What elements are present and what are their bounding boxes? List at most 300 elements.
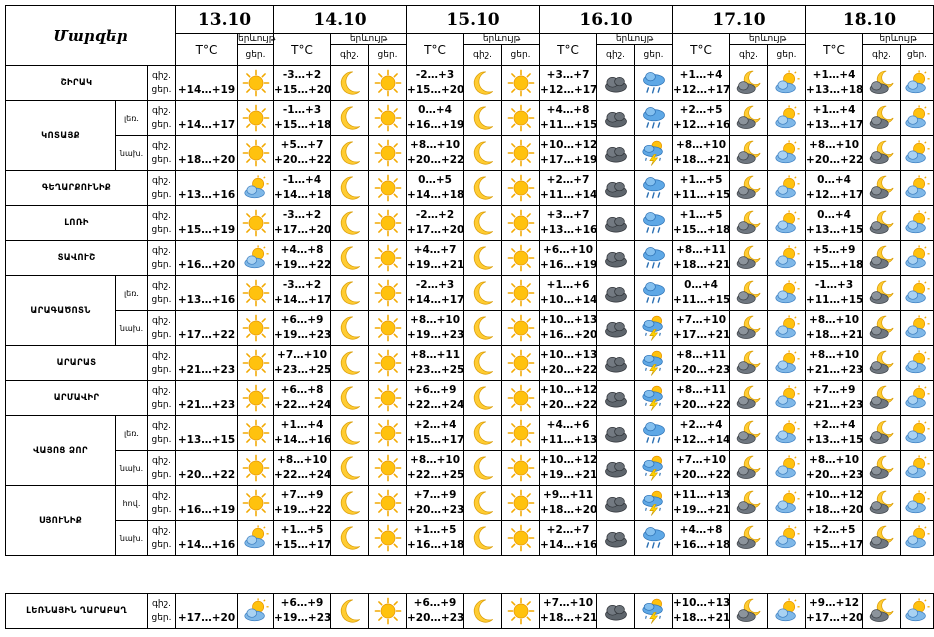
date-header: 17.10 bbox=[673, 6, 806, 34]
weather-cell bbox=[863, 594, 901, 629]
cloud-icon bbox=[602, 327, 630, 346]
sun-cloud-icon bbox=[903, 467, 931, 486]
weather-cell bbox=[464, 381, 502, 416]
temp-cell bbox=[176, 101, 238, 136]
weather-cell bbox=[502, 381, 540, 416]
moon-cloud-icon bbox=[868, 257, 896, 276]
moon-cloud-icon bbox=[735, 187, 763, 206]
sun-cloud-icon bbox=[903, 222, 931, 241]
moon-cloud-icon bbox=[868, 432, 896, 451]
temp-cell bbox=[673, 66, 730, 101]
weather-cell bbox=[768, 521, 806, 556]
moon-icon bbox=[336, 292, 364, 311]
day-header: ցեր. bbox=[768, 45, 806, 66]
night-temp: +7…+9 bbox=[280, 489, 324, 501]
table-row bbox=[6, 346, 934, 381]
sun-icon bbox=[242, 152, 270, 171]
weather-cell bbox=[502, 206, 540, 241]
weather-cell bbox=[502, 276, 540, 311]
cloud-icon bbox=[602, 362, 630, 381]
moon-icon bbox=[336, 610, 364, 629]
day-temp: +12…+17 bbox=[673, 84, 731, 96]
weather-cell bbox=[502, 101, 540, 136]
weather-cell bbox=[901, 101, 934, 136]
day-temp: +20…+22 bbox=[407, 154, 465, 166]
night-temp: +11…+13 bbox=[673, 489, 731, 501]
cloud-icon bbox=[602, 292, 630, 311]
weather-cell bbox=[464, 276, 502, 311]
weather-cell bbox=[331, 66, 369, 101]
night-temp: -1…+3 bbox=[282, 104, 322, 116]
night-temp: 0…+5 bbox=[418, 174, 452, 186]
cloud-icon bbox=[602, 610, 630, 629]
night-label: գիշ. bbox=[152, 106, 171, 116]
weather-cell bbox=[464, 171, 502, 206]
weather-cell bbox=[597, 381, 635, 416]
table-row bbox=[6, 171, 934, 206]
night-day-labels bbox=[148, 521, 176, 556]
weather-cell bbox=[369, 416, 407, 451]
weather-cell bbox=[464, 594, 502, 629]
moon-cloud-icon bbox=[735, 292, 763, 311]
night-header: գիշ. bbox=[863, 45, 901, 66]
sun-icon bbox=[242, 117, 270, 136]
weather-cell bbox=[597, 594, 635, 629]
moon-cloud-icon bbox=[868, 610, 896, 629]
sun-cloud-icon bbox=[773, 432, 801, 451]
night-temp: +8…+10 bbox=[410, 314, 461, 326]
weather-cell bbox=[901, 241, 934, 276]
sun-icon bbox=[507, 257, 535, 276]
region-name bbox=[6, 66, 148, 101]
subregion-name bbox=[116, 486, 148, 521]
moon-cloud-icon bbox=[735, 327, 763, 346]
region-name bbox=[6, 416, 116, 486]
night-day-labels bbox=[148, 171, 176, 206]
weather-cell bbox=[730, 486, 768, 521]
karabakh-table bbox=[5, 593, 934, 629]
sun-cloud-icon bbox=[903, 187, 931, 206]
night-temp: -2…+3 bbox=[415, 279, 455, 291]
weather-cell bbox=[901, 381, 934, 416]
weather-cell bbox=[768, 346, 806, 381]
temp-cell bbox=[407, 311, 464, 346]
night-temp: +5…+7 bbox=[280, 139, 324, 151]
sun-cloud-icon bbox=[773, 222, 801, 241]
temp-cell bbox=[806, 101, 863, 136]
night-temp: +4…+7 bbox=[413, 244, 457, 256]
night-temp: +6…+8 bbox=[280, 384, 324, 396]
sun-cloud-icon bbox=[773, 117, 801, 136]
day-temp: +18…+21 bbox=[673, 259, 731, 271]
night-label: գիշ. bbox=[152, 456, 171, 466]
night-temp: +10…+12 bbox=[540, 139, 598, 151]
region-name bbox=[6, 206, 148, 241]
day-temp: +13…+18 bbox=[806, 84, 864, 96]
night-temp: +1…+4 bbox=[679, 69, 723, 81]
sun-icon bbox=[507, 610, 535, 629]
weather-cell bbox=[635, 451, 673, 486]
weather-cell bbox=[369, 381, 407, 416]
weather-cell bbox=[635, 101, 673, 136]
day-temp: +19…+21 bbox=[540, 469, 598, 481]
moon-cloud-icon bbox=[735, 610, 763, 629]
rain-icon bbox=[640, 292, 668, 311]
day-temp: +21…+23 bbox=[806, 399, 864, 411]
weather-cell bbox=[863, 136, 901, 171]
night-label: գիշ. bbox=[152, 421, 171, 431]
temp-cell bbox=[806, 486, 863, 521]
table-row bbox=[6, 101, 934, 136]
weather-cell bbox=[901, 66, 934, 101]
cloud-icon bbox=[602, 397, 630, 416]
weather-cell bbox=[369, 594, 407, 629]
sun-icon bbox=[242, 222, 270, 241]
sun-cloud-icon bbox=[903, 397, 931, 416]
weather-cell bbox=[238, 451, 274, 486]
rain-icon bbox=[640, 187, 668, 206]
weather-cell bbox=[730, 311, 768, 346]
day-temp: +15…+18 bbox=[274, 119, 332, 131]
weather-header: երևույթ bbox=[464, 34, 540, 45]
moon-icon bbox=[336, 222, 364, 241]
night-temp: +1…+4 bbox=[812, 104, 856, 116]
night-day-labels bbox=[148, 101, 176, 136]
temp-cell bbox=[274, 206, 331, 241]
day-temp: +20…+22 bbox=[274, 154, 332, 166]
moon-cloud-icon bbox=[868, 362, 896, 381]
temp-cell bbox=[176, 416, 238, 451]
night-temp: +4…+8 bbox=[679, 524, 723, 536]
night-temp: +7…+10 bbox=[542, 597, 593, 609]
weather-cell bbox=[730, 171, 768, 206]
weather-cell bbox=[901, 346, 934, 381]
weather-cell bbox=[597, 241, 635, 276]
moon-cloud-icon bbox=[868, 467, 896, 486]
moon-icon bbox=[469, 82, 497, 101]
day-label: ցեր. bbox=[151, 365, 172, 375]
day-header: ցեր. bbox=[238, 45, 274, 66]
subregion-label: նախ. bbox=[119, 463, 144, 473]
night-temp: +4…+8 bbox=[280, 244, 324, 256]
weather-cell bbox=[635, 594, 673, 629]
night-label: գիշ. bbox=[152, 491, 171, 501]
temp-header: T°C bbox=[407, 34, 464, 66]
subregion-label: լեռ. bbox=[124, 288, 139, 298]
weather-cell bbox=[331, 101, 369, 136]
day-label: ցեր. bbox=[151, 613, 172, 623]
weather-cell bbox=[464, 136, 502, 171]
day-temp: +16…+20 bbox=[177, 259, 236, 271]
day-label: ցեր. bbox=[151, 540, 172, 550]
weather-cell bbox=[730, 451, 768, 486]
temp-cell bbox=[274, 171, 331, 206]
table-row bbox=[6, 451, 934, 486]
date-header: 14.10 bbox=[274, 6, 407, 34]
temp-cell bbox=[806, 241, 863, 276]
night-label: գիշ. bbox=[152, 281, 171, 291]
weather-cell bbox=[369, 486, 407, 521]
day-temp: +20…+22 bbox=[673, 469, 731, 481]
temp-cell bbox=[540, 276, 597, 311]
moon-cloud-icon bbox=[735, 117, 763, 136]
weather-cell bbox=[331, 486, 369, 521]
night-temp: +2…+7 bbox=[546, 524, 590, 536]
day-temp: +14…+16 bbox=[540, 539, 598, 551]
night-temp: +6…+9 bbox=[413, 384, 457, 396]
temp-header: T°C bbox=[540, 34, 597, 66]
weather-cell bbox=[597, 346, 635, 381]
weather-cell bbox=[369, 136, 407, 171]
weather-cell bbox=[369, 276, 407, 311]
temp-cell bbox=[806, 521, 863, 556]
subregion-name bbox=[116, 416, 148, 451]
temp-cell bbox=[540, 171, 597, 206]
moon-icon bbox=[336, 397, 364, 416]
rain-icon bbox=[640, 117, 668, 136]
moon-cloud-icon bbox=[735, 82, 763, 101]
weather-cell bbox=[597, 416, 635, 451]
table-row bbox=[6, 276, 934, 311]
temp-cell bbox=[274, 311, 331, 346]
temp-cell bbox=[274, 66, 331, 101]
sun-icon bbox=[507, 327, 535, 346]
region-name bbox=[6, 241, 148, 276]
day-temp: +15…+17 bbox=[274, 539, 332, 551]
weather-cell bbox=[369, 66, 407, 101]
night-temp: +6…+9 bbox=[280, 597, 324, 609]
day-temp: +20…+22 bbox=[673, 399, 731, 411]
table-row bbox=[6, 241, 934, 276]
weather-cell bbox=[464, 66, 502, 101]
day-temp: +16…+19 bbox=[407, 119, 465, 131]
weather-cell bbox=[863, 346, 901, 381]
weather-cell bbox=[238, 66, 274, 101]
cloud-icon bbox=[602, 537, 630, 556]
temp-cell bbox=[176, 136, 238, 171]
temp-cell bbox=[673, 206, 730, 241]
weather-cell bbox=[901, 486, 934, 521]
temp-cell bbox=[673, 346, 730, 381]
night-temp: +4…+8 bbox=[546, 104, 590, 116]
night-temp: +1…+5 bbox=[413, 524, 457, 536]
moon-icon bbox=[469, 117, 497, 136]
sun-icon bbox=[507, 467, 535, 486]
day-temp: +17…+20 bbox=[274, 224, 332, 236]
temp-cell bbox=[407, 171, 464, 206]
day-temp: +18…+20 bbox=[177, 154, 236, 166]
weather-cell bbox=[331, 171, 369, 206]
temp-cell bbox=[673, 416, 730, 451]
day-header: ցեր. bbox=[901, 45, 934, 66]
sun-cloud-icon bbox=[903, 117, 931, 136]
day-temp: +23…+25 bbox=[274, 364, 332, 376]
weather-cell bbox=[238, 346, 274, 381]
night-label: գիշ. bbox=[152, 211, 171, 221]
day-temp: +18…+20 bbox=[806, 504, 864, 516]
sun-cloud-icon bbox=[773, 362, 801, 381]
night-day-labels bbox=[148, 486, 176, 521]
temp-cell bbox=[673, 451, 730, 486]
sun-icon bbox=[507, 432, 535, 451]
day-temp: +14…+17 bbox=[177, 119, 236, 131]
night-temp: -3…+2 bbox=[282, 69, 322, 81]
weather-cell bbox=[901, 206, 934, 241]
weather-cell bbox=[331, 381, 369, 416]
table-row bbox=[6, 381, 934, 416]
night-label: գիշ. bbox=[152, 316, 171, 326]
region-label: ԼԵՌՆԱՅԻՆ ՂԱՐԱԲԱՂ bbox=[26, 606, 127, 616]
sun-icon bbox=[242, 397, 270, 416]
weather-cell bbox=[730, 276, 768, 311]
weather-cell bbox=[863, 206, 901, 241]
weather-cell bbox=[597, 171, 635, 206]
night-temp: +1…+4 bbox=[812, 69, 856, 81]
region-label: ԱՐԱԳԱԾՈՏՆ bbox=[30, 305, 91, 316]
sun-icon bbox=[374, 187, 402, 206]
table-row bbox=[6, 136, 934, 171]
table-row bbox=[6, 416, 934, 451]
day-temp: +19…+22 bbox=[274, 259, 332, 271]
night-temp: +8…+10 bbox=[277, 454, 328, 466]
moon-cloud-icon bbox=[735, 537, 763, 556]
moon-cloud-icon bbox=[868, 152, 896, 171]
day-temp: +20…+22 bbox=[177, 469, 236, 481]
weather-cell bbox=[369, 241, 407, 276]
sun-cloud-icon bbox=[903, 362, 931, 381]
day-temp: +13…+17 bbox=[806, 119, 864, 131]
weather-cell bbox=[768, 241, 806, 276]
moon-cloud-icon bbox=[735, 502, 763, 521]
temp-cell bbox=[176, 594, 238, 629]
weather-cell bbox=[369, 521, 407, 556]
day-temp: +11…+15 bbox=[806, 294, 864, 306]
night-temp: +10…+12 bbox=[806, 489, 864, 501]
weather-cell bbox=[502, 486, 540, 521]
weather-cell bbox=[238, 594, 274, 629]
subregion-label: լեռ. bbox=[124, 113, 139, 123]
moon-cloud-icon bbox=[735, 432, 763, 451]
temp-header: T°C bbox=[673, 34, 730, 66]
night-label: գիշ. bbox=[152, 351, 171, 361]
weather-cell bbox=[369, 311, 407, 346]
night-temp: +2…+4 bbox=[679, 419, 723, 431]
night-header: գիշ. bbox=[597, 45, 635, 66]
day-temp: +18…+21 bbox=[673, 612, 731, 624]
moon-cloud-icon bbox=[868, 187, 896, 206]
night-temp: +7…+10 bbox=[277, 349, 328, 361]
moon-icon bbox=[336, 82, 364, 101]
weather-cell bbox=[238, 241, 274, 276]
temp-cell bbox=[540, 101, 597, 136]
sun-icon bbox=[507, 292, 535, 311]
moon-icon bbox=[469, 432, 497, 451]
sun-icon bbox=[374, 257, 402, 276]
sun-icon bbox=[507, 187, 535, 206]
date-header: 15.10 bbox=[407, 6, 540, 34]
region-label: ԱՐԱՐԱՏ bbox=[56, 358, 97, 368]
night-temp: +8…+11 bbox=[676, 349, 727, 361]
day-temp: +19…+21 bbox=[407, 259, 465, 271]
night-temp: -2…+2 bbox=[415, 209, 455, 221]
weather-cell bbox=[635, 486, 673, 521]
night-temp: +8…+10 bbox=[809, 454, 860, 466]
temp-cell bbox=[274, 136, 331, 171]
temp-cell bbox=[540, 521, 597, 556]
night-label: գիշ. bbox=[152, 599, 171, 609]
sun-icon bbox=[374, 397, 402, 416]
sun-cloud-icon bbox=[903, 257, 931, 276]
night-temp: +2…+4 bbox=[413, 419, 457, 431]
sun-icon bbox=[374, 362, 402, 381]
temp-cell bbox=[176, 521, 238, 556]
moon-cloud-icon bbox=[735, 257, 763, 276]
sun-cloud-icon bbox=[773, 537, 801, 556]
day-temp: +18…+20 bbox=[540, 504, 598, 516]
weather-cell bbox=[597, 136, 635, 171]
night-label: գիշ. bbox=[152, 71, 171, 81]
weather-cell bbox=[635, 241, 673, 276]
table-row bbox=[6, 311, 934, 346]
weather-cell bbox=[369, 346, 407, 381]
thunderstorm-icon bbox=[640, 327, 668, 346]
rain-icon bbox=[640, 257, 668, 276]
day-temp: +11…+15 bbox=[540, 119, 598, 131]
night-temp: +2…+5 bbox=[679, 104, 723, 116]
weather-cell bbox=[464, 206, 502, 241]
temp-cell bbox=[407, 346, 464, 381]
temp-cell bbox=[540, 241, 597, 276]
thunderstorm-icon bbox=[640, 502, 668, 521]
temp-cell bbox=[176, 241, 238, 276]
night-temp: -3…+2 bbox=[282, 279, 322, 291]
weather-cell bbox=[464, 311, 502, 346]
night-temp: +9…+12 bbox=[808, 597, 859, 609]
sun-cloud-icon bbox=[242, 187, 270, 206]
temp-cell bbox=[540, 311, 597, 346]
temp-cell bbox=[274, 276, 331, 311]
moon-cloud-icon bbox=[735, 362, 763, 381]
weather-cell bbox=[768, 171, 806, 206]
night-temp: +10…+12 bbox=[540, 384, 598, 396]
temp-cell bbox=[407, 416, 464, 451]
night-day-labels bbox=[148, 346, 176, 381]
region-name bbox=[6, 346, 148, 381]
weather-cell bbox=[635, 346, 673, 381]
temp-cell bbox=[673, 311, 730, 346]
day-temp: +14…+16 bbox=[274, 434, 332, 446]
day-temp: +13…+16 bbox=[540, 224, 598, 236]
sun-icon bbox=[507, 537, 535, 556]
weather-cell bbox=[502, 594, 540, 629]
moon-cloud-icon bbox=[868, 502, 896, 521]
region-label: ԿՈՏԱՅՔ bbox=[41, 130, 80, 141]
temp-header: T°C bbox=[176, 34, 238, 66]
night-temp: +8…+10 bbox=[410, 139, 461, 151]
weather-cell bbox=[730, 381, 768, 416]
temp-cell bbox=[673, 381, 730, 416]
sun-icon bbox=[374, 292, 402, 311]
day-temp: +17…+21 bbox=[673, 329, 731, 341]
weather-cell bbox=[502, 136, 540, 171]
day-temp: +21…+23 bbox=[806, 364, 864, 376]
sun-icon bbox=[374, 327, 402, 346]
sun-icon bbox=[242, 292, 270, 311]
day-temp: +18…+21 bbox=[806, 329, 864, 341]
weather-cell bbox=[635, 381, 673, 416]
night-temp: +6…+9 bbox=[280, 314, 324, 326]
night-temp: +5…+9 bbox=[812, 244, 856, 256]
